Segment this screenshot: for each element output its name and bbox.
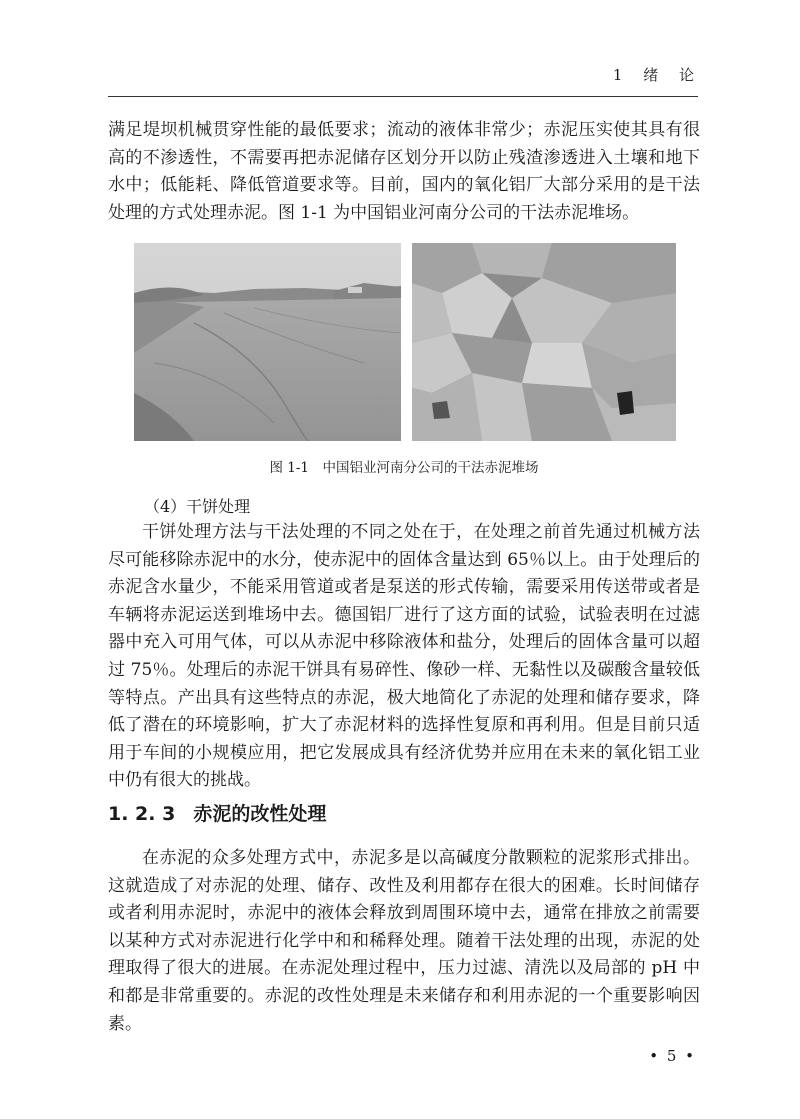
- section-number: 1. 2. 3: [108, 803, 176, 825]
- paragraph-3: 在赤泥的众多处理方式中，赤泥多是以高碱度分散颗粒的泥浆形式排出。这就造成了对赤泥的处理、储存、改性及利用都存在很大的困难。长时间储存或者利用赤泥时，赤泥中的液体会释放到周围环境中去，通常在排放之前需要以某种方式对赤泥进行化学中和和稀释处理。随着干法处理的出现，赤泥的处理取得了很大的进展。在赤泥处理过程中，压力过滤、清洗以及局部的 pH 中和都是非常重要的。赤泥的改性处理是未来储存和利用赤泥的一个重要影响因素。: [108, 848, 700, 1034]
- section-heading: [108, 799, 326, 826]
- running-header: 1 绪 论: [612, 66, 702, 84]
- photo-dry-mud-field: [134, 243, 401, 441]
- paragraph-2: 干饼处理方法与干法处理的不同之处在于，在处理之前首先通过机械方法尽可能移除赤泥中的水分，使赤泥中的固体含量达到 65％以上。由于处理后的赤泥含水量少，不能采用管道或者是泵送的形式传输，需要采用传送带或者是车辆将赤泥运送到堆场中去。德国铝厂进行了这方面的试验，试验表明在过滤器中充入可用气体，可以从赤泥中移除液体和盐分，处理后的固体含量可以超过 75％。处理后的赤泥干饼具有易碎性、像砂一样、无黏性以及碳酸含量较低等特点。产出具有这些特点的赤泥，极大地简化了赤泥的处理和储存要求，降低了潜在的环境影响，扩大了赤泥材料的选择性复原和再利用。但是目前只适用于车间的小规模应用，把它发展成具有经济优势并应用在未来的氧化铝工业中仍有很大的挑战。: [108, 522, 700, 791]
- subsection-heading: （4）干饼处理: [144, 497, 251, 516]
- figure-1-1: [134, 243, 676, 441]
- paragraph-1: 满足堤坝机械贯穿性能的最低要求；流动的液体非常少；赤泥压实使其具有很高的不渗透性，不需要再把赤泥储存区划分开以防止残渣渗透进入土壤和地下水中；低能耗、降低管道要求等。目前，国内的氧化铝厂大部分采用的是干法处理的方式处理赤泥。图 1-1 为中国铝业河南分公司的干法赤泥堆场。: [108, 120, 700, 223]
- page-number: • 5 •: [649, 1047, 696, 1065]
- figure-caption: 图 1-1 中国铝业河南分公司的干法赤泥堆场: [269, 460, 539, 476]
- photo-dried-mud-closeup: [412, 243, 676, 441]
- header-rule: [108, 96, 698, 97]
- section-title-text: 赤泥的改性处理: [193, 803, 327, 825]
